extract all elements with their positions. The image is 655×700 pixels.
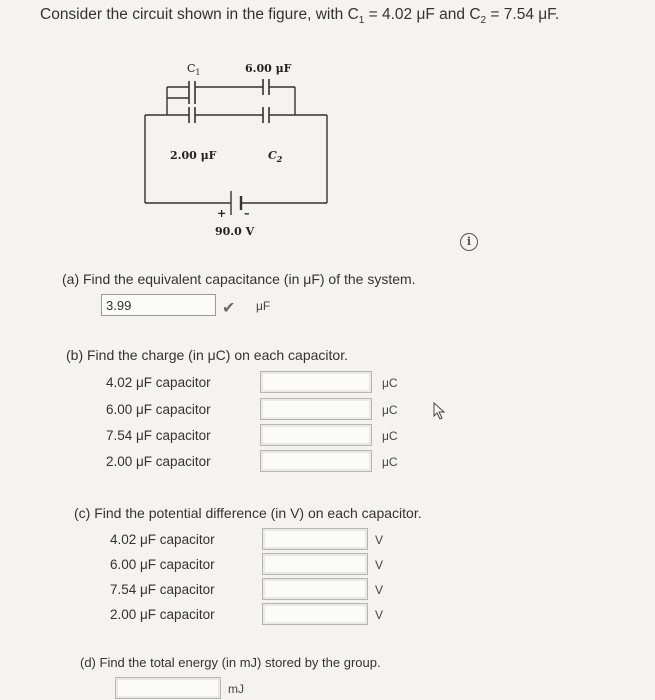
part-b-row-label: 4.02 μF capacitor [106, 375, 211, 390]
part-a-unit: μF [256, 299, 271, 313]
battery-symbol [231, 191, 241, 215]
part-d-prompt: (d) Find the total energy (in mJ) stored by the group. [80, 655, 381, 670]
part-c-voltage-field-1[interactable] [262, 528, 368, 550]
part-b-unit: μC [382, 403, 398, 417]
problem-text: Consider the circuit shown in the figure, with C [40, 6, 359, 23]
info-icon[interactable]: i [460, 233, 478, 251]
battery-minus: – [244, 207, 250, 220]
part-a-answer-field[interactable]: 3.99 [101, 294, 216, 316]
part-b-charge-field-3[interactable] [260, 424, 372, 446]
part-b-charge-field-4[interactable] [260, 450, 372, 472]
part-b-charge-field-1[interactable] [260, 371, 372, 393]
problem-text-c1: = 4.02 μF and C [364, 6, 481, 23]
part-c-voltage-field-3[interactable] [262, 578, 368, 600]
part-c-voltage-field-4[interactable] [262, 603, 368, 625]
capacitor-6uF [263, 79, 269, 95]
part-c-prompt: (c) Find the potential difference (in V) on each capacitor. [74, 505, 422, 521]
part-c-row-label: 6.00 μF capacitor [110, 557, 215, 572]
part-c-row-label: 2.00 μF capacitor [110, 607, 215, 622]
part-b-charge-field-2[interactable] [260, 398, 372, 420]
label-2uF: 2.00 μF [170, 149, 217, 162]
battery-plus: + [217, 207, 227, 220]
part-d-unit: mJ [228, 682, 244, 696]
capacitor-2uF [189, 107, 195, 123]
circuit-wires [145, 87, 327, 203]
label-c2: $C_2$ [268, 149, 283, 164]
problem-text-c2: = 7.54 μF. [486, 6, 560, 23]
circuit-diagram [135, 55, 345, 250]
capacitor-c2 [263, 107, 269, 123]
part-b-prompt: (b) Find the charge (in μC) on each capacitor. [66, 347, 348, 363]
mouse-cursor-icon [433, 402, 447, 420]
part-c-voltage-field-2[interactable] [262, 553, 368, 575]
part-d-energy-field[interactable] [115, 677, 221, 699]
part-b-unit: μC [382, 376, 398, 390]
label-battery: 90.0 V [215, 225, 255, 238]
problem-statement [40, 6, 559, 26]
label-c1: $C_1$ [187, 62, 201, 77]
part-c-unit: V [375, 608, 384, 622]
part-b-row-label: 2.00 μF capacitor [106, 454, 211, 469]
part-c-unit: V [375, 583, 384, 597]
part-c-unit: V [375, 533, 384, 547]
part-c-row-label: 4.02 μF capacitor [110, 532, 215, 547]
part-b-row-label: 7.54 μF capacitor [106, 428, 211, 443]
c2-subscript: 2 [480, 15, 487, 27]
label-6uF: 6.00 μF [245, 62, 292, 75]
part-a-prompt: (a) Find the equivalent capacitance (in μF) of the system. [62, 271, 416, 287]
part-b-unit: μC [382, 455, 398, 469]
part-b-unit: μC [382, 429, 398, 443]
c1-subscript: 1 [358, 15, 365, 27]
checkmark-icon: ✔ [222, 300, 236, 317]
part-b-row-label: 6.00 μF capacitor [106, 402, 211, 417]
part-c-row-label: 7.54 μF capacitor [110, 582, 215, 597]
part-c-unit: V [375, 558, 384, 572]
capacitor-c1 [189, 81, 195, 104]
